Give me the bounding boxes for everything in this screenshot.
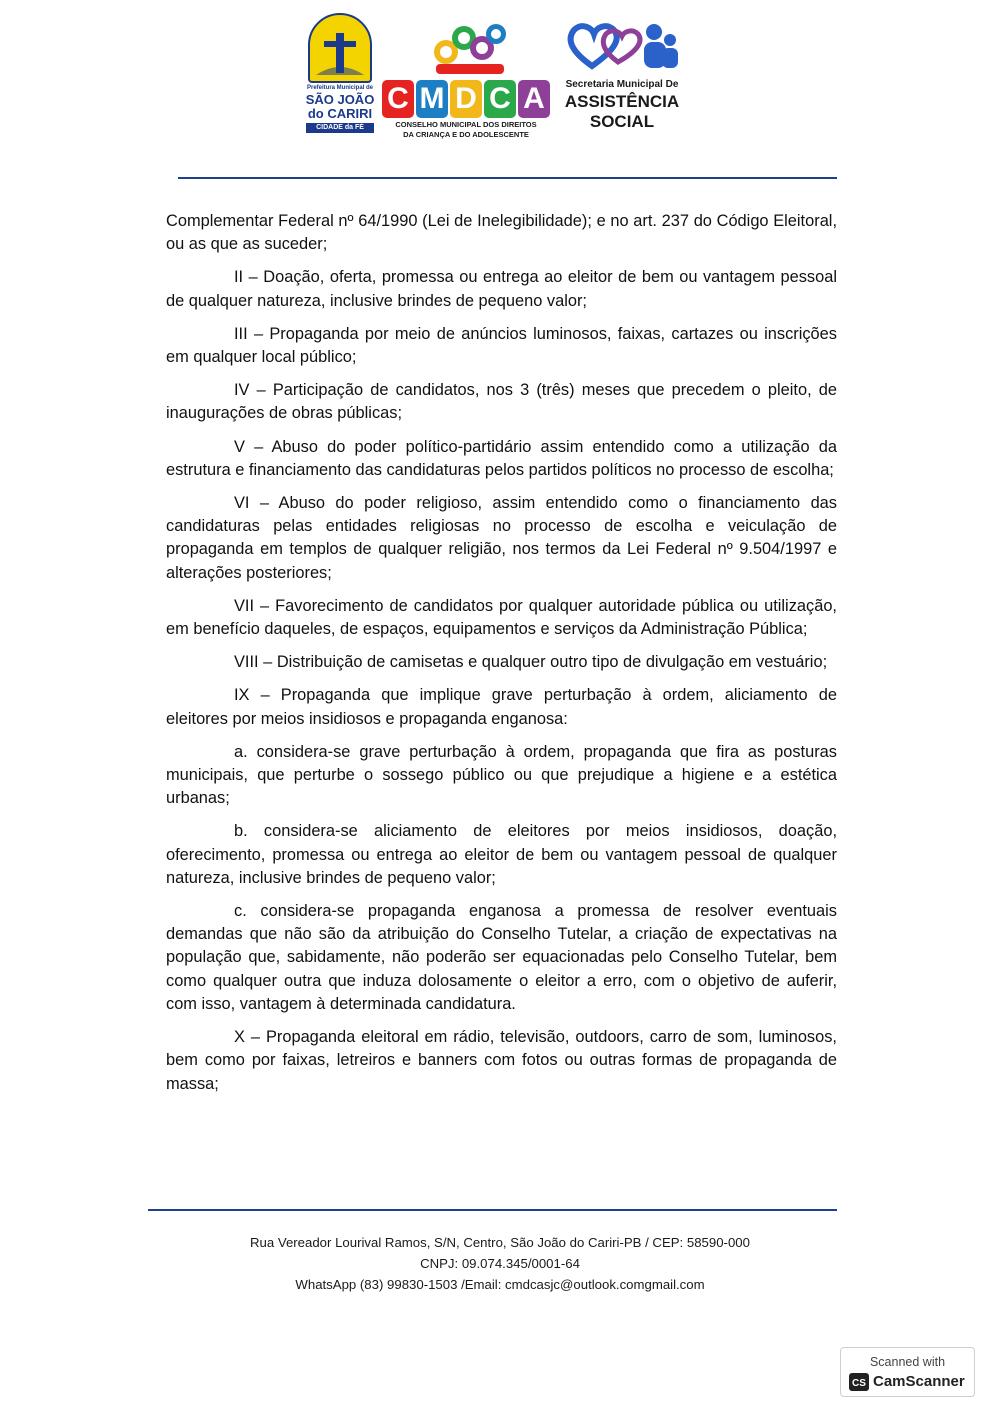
footer-cnpj: CNPJ: 09.074.345/0001-64	[420, 1256, 580, 1271]
footer-contact: WhatsApp (83) 99830-1503 /Email: cmdcasjc@outlook.comgmail.com	[295, 1277, 705, 1292]
paragraph: III – Propaganda por meio de anúncios luminosos, faixas, cartazes ou inscrições em qualquer local público;	[166, 324, 837, 367]
paragraph: IV – Participação de candidatos, nos 3 (três) meses que precedem o pleito, de inaugurações de obras públicas;	[166, 381, 837, 423]
paragraph: II – Doação, oferta, promessa ou entrega ao eleitor de bem ou vantagem pessoal de qualquer natureza, inclusive brindes de pequeno valor;	[166, 268, 837, 310]
paragraph: c. considera-se propaganda enganosa a promessa de resolver eventuais demandas que não são da atribuição do Conselho Tutelar, a criação de expectativas na população que, sabidamente, não poderão ser equacionadas pelo Conselho Tutelar, bem como qualquer outra que induza dolosamente o eleitor a erro, com o objetivo de auferir, com isso, vantagem à determinada candidatura.	[166, 902, 837, 1013]
cmdca-letter: A	[518, 80, 550, 118]
sjc-name-line2: do CARIRI	[307, 106, 373, 121]
hearts-family-icon	[562, 18, 682, 76]
paragraph: a. considera-se grave perturbação à ordem, propaganda que fira as posturas municipais, que perturbe o sossego público ou que prejudique a higiene e a estética urbanas;	[166, 742, 837, 808]
sas-line2: ASSISTÊNCIA	[564, 92, 680, 111]
footer-address: Rua Vereador Lourival Ramos, S/N, Centro, São João do Cariri-PB / CEP: 58590-000	[250, 1235, 750, 1250]
cmdca-letter: D	[450, 80, 482, 118]
watermark-brand: CamScanner	[873, 1373, 965, 1390]
paragraph: V – Abuso do poder político-partidário assim entendido como a utilização da estrutura e financiamento das candidaturas pelos partidos políticos no processo de escolha;	[166, 437, 837, 479]
cmdca-letter: C	[484, 80, 516, 118]
sas-line3: SOCIAL	[589, 112, 655, 131]
watermark-caption: Scanned with	[869, 1355, 946, 1369]
cmdca-subtitle-line2: DA CRIANÇA E DO ADOLESCENTE	[403, 130, 529, 139]
paragraph: Complementar Federal nº 64/1990 (Lei de Inelegibilidade); e no art. 237 do Código Eleitoral, ou as que as suceder;	[166, 212, 837, 254]
sao-joao-do-cariri-logo	[302, 13, 378, 137]
cmdca-wordmark	[380, 76, 552, 124]
paragraph: VII – Favorecimento de candidatos por qualquer autoridade pública ou utilização, em benefício daqueles, de espaços, equipamentos e serviços da Administração Pública;	[166, 596, 837, 639]
sjc-prefix: Prefeitura Municipal de	[306, 85, 373, 91]
cmdca-subtitle-line1: CONSELHO MUNICIPAL DOS DIREITOS	[395, 120, 537, 129]
sjc-name-line1: SÃO JOÃO	[305, 92, 375, 107]
cmdca-letter: C	[382, 80, 414, 118]
paragraph: X – Propaganda eleitoral em rádio, televisão, outdoors, carro de som, luminosos, bem como por faixas, letreiros e banners com fotos ou outras formas de propaganda de massa;	[166, 1028, 837, 1093]
paragraph: b. considera-se aliciamento de eleitores por meios insidiosos, doação, oferecimento, promessa ou entrega ao eleitor de bem ou vantagem pessoal de qualquer natureza, inclusive brindes de pequeno valor;	[166, 822, 837, 887]
assistencia-social-logo	[558, 18, 686, 136]
header-divider	[178, 177, 837, 179]
paragraph: VIII – Distribuição de camisetas e qualquer outro tipo de divulgação em vestuário;	[234, 653, 828, 672]
children-faces-icon	[430, 18, 510, 80]
camscanner-icon	[849, 1373, 869, 1391]
paragraph: IX – Propaganda que implique grave perturbação à ordem, aliciamento de eleitores por meios insidiosos e propaganda enganosa:	[166, 686, 837, 728]
camscanner-watermark	[840, 1347, 975, 1397]
cmdca-logo	[380, 18, 552, 140]
cmdca-letter: M	[416, 80, 448, 118]
sjc-tagline: CIDADE da FÉ	[306, 123, 374, 133]
paragraph: VI – Abuso do poder religioso, assim entendido como o financiamento das candidaturas pelas entidades religiosas no processo de escolha e veiculação de propaganda em templos de qualquer religião, nos termos da Lei Federal nº 9.504/1997 e alterações posteriores;	[166, 494, 837, 582]
page-footer	[0, 1232, 1000, 1295]
sas-line1: Secretaria Municipal De	[565, 79, 679, 90]
page-header	[0, 0, 1000, 175]
footer-divider	[148, 1209, 837, 1211]
city-emblem-icon	[308, 13, 372, 83]
document-body	[166, 210, 837, 1106]
camscanner-badge-text: CS	[852, 1378, 866, 1389]
